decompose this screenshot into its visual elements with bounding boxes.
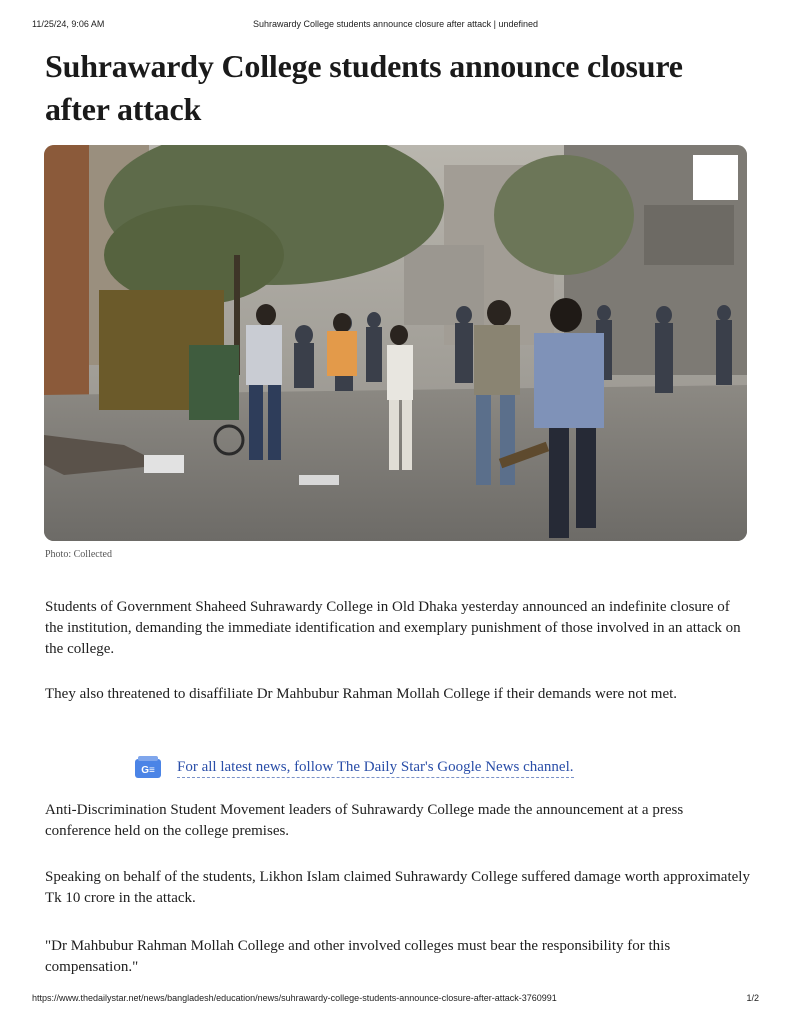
- google-news-follow-link[interactable]: For all latest news, follow The Daily Star's Google News channel.: [177, 759, 574, 778]
- print-header: [32, 19, 759, 33]
- article-photo: [44, 145, 747, 541]
- article-headline: Suhrawardy College students announce closure after attack: [45, 48, 683, 127]
- svg-text:G≡: G≡: [141, 765, 155, 776]
- print-datetime: 11/25/24, 9:06 AM: [32, 19, 105, 29]
- print-page-number: 1/2: [746, 993, 759, 1003]
- street-clash-photo: [44, 145, 747, 541]
- print-url: https://www.thedailystar.net/news/bangladesh/education/news/suhrawardy-college-students-announce-closure-after-attack-3760991: [32, 993, 557, 1003]
- paragraph-2: They also threatened to disaffiliate Dr Mahbubur Rahman Mollah College if their demands were not met.: [45, 686, 678, 702]
- photo-caption: Photo: Collected: [45, 549, 112, 560]
- paragraph-4: Speaking on behalf of the students, Likhon Islam claimed Suhrawardy College suffered damage worth approximately Tk 10 crore in the attack.: [45, 869, 750, 906]
- photo-overlay-box: [693, 155, 738, 200]
- print-footer: [32, 993, 759, 1007]
- google-news-icon: [133, 756, 163, 780]
- paragraph-3: Anti-Discrimination Student Movement leaders of Suhrawardy College made the announcement at a press conference held on the college premises.: [45, 802, 684, 839]
- paragraph-1: Students of Government Shaheed Suhrawardy College in Old Dhaka yesterday announced an indefinite closure of the institution, demanding the immediate identification and exemplary punishment of those involved in an attack on the college.: [45, 599, 741, 657]
- google-news-follow[interactable]: [133, 755, 574, 781]
- print-page-title: Suhrawardy College students announce closure after attack | undefined: [252, 19, 539, 29]
- paragraph-5: "Dr Mahbubur Rahman Mollah College and other involved colleges must bear the responsibility for this compensation.": [45, 938, 671, 975]
